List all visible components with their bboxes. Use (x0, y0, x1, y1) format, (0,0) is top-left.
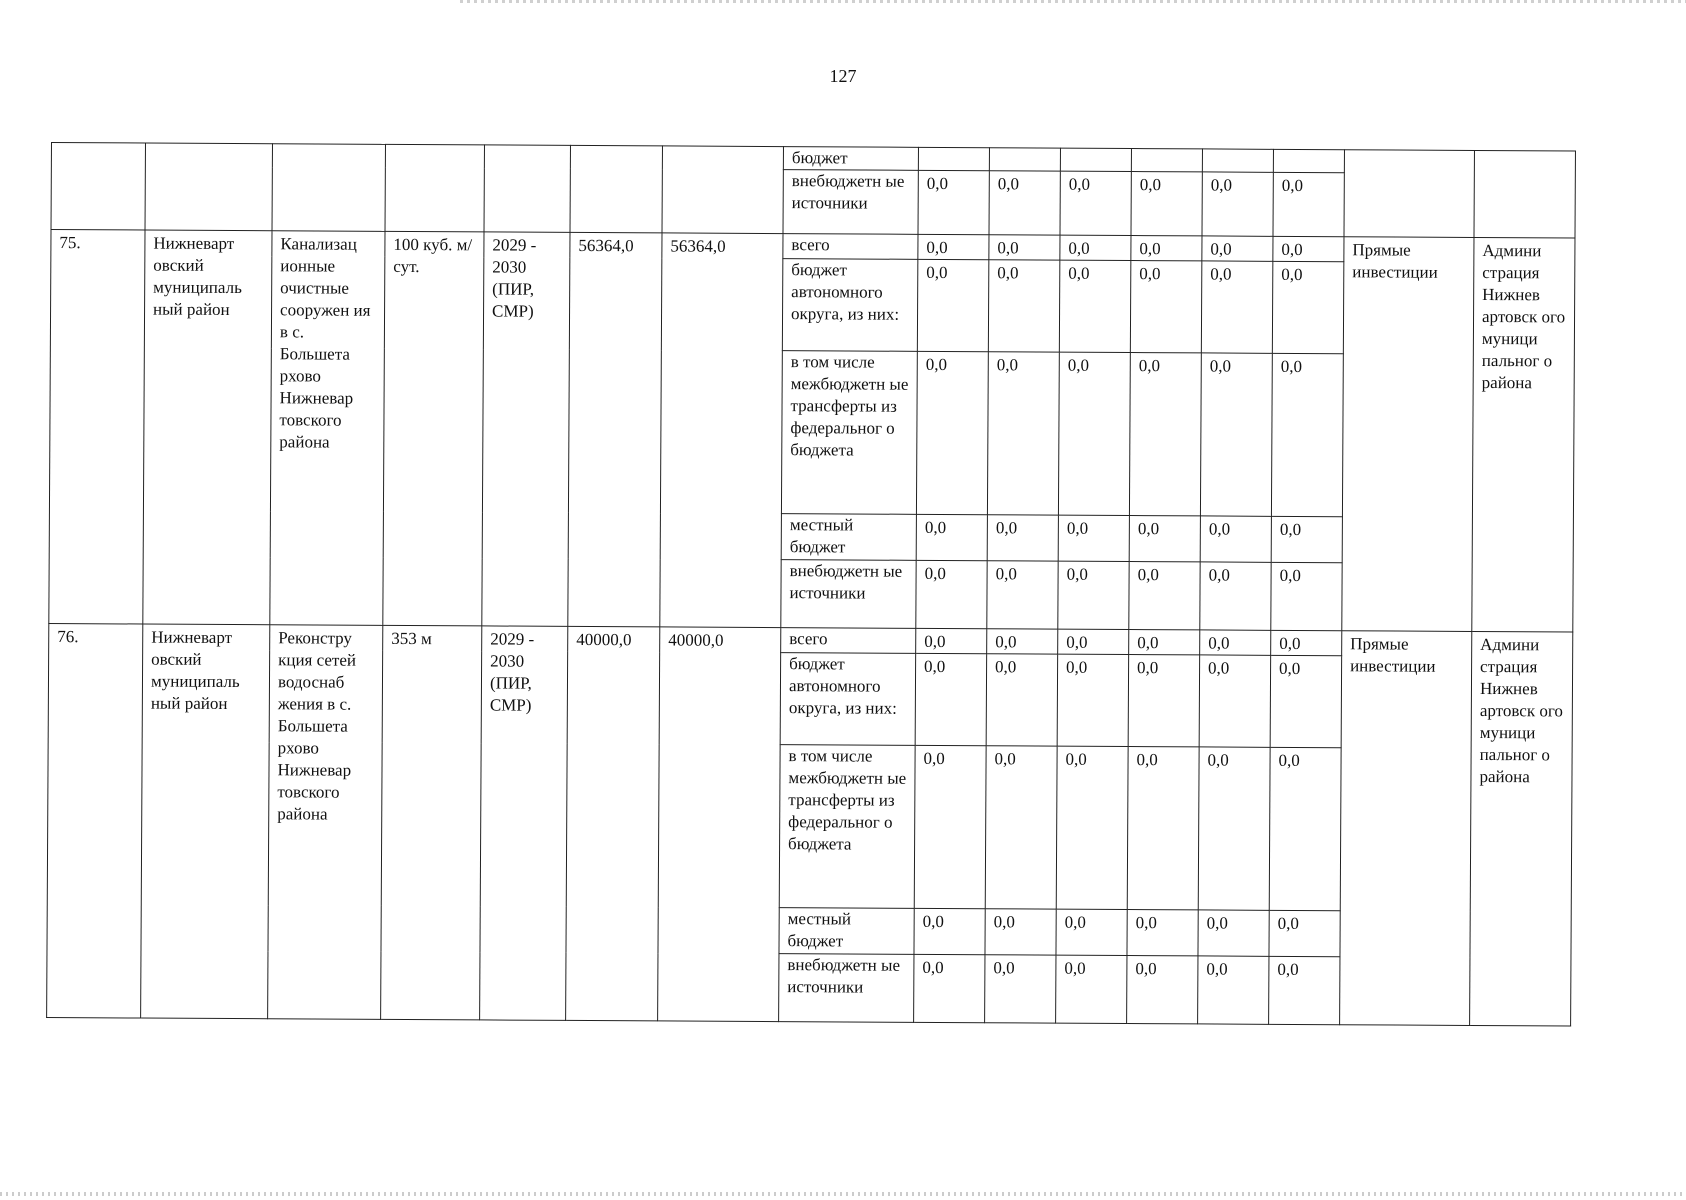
funding-source: бюджет (783, 147, 918, 171)
investment-form-cell: Прямые инвестиции (1342, 237, 1474, 632)
district-cell: Нижневарт овский муниципаль ный район (141, 624, 270, 1019)
value-cell: 0,0 (915, 653, 987, 745)
value-cell: 0,0 (914, 954, 985, 1022)
responsible-cell: Админи страция Нижнев артовск ого муници пальног о района (1472, 237, 1575, 632)
value-cell: 0,0 (1130, 261, 1202, 353)
value-cell: 0,0 (1057, 654, 1129, 746)
value-cell: 0,0 (985, 955, 1056, 1023)
value-cell: 0,0 (988, 260, 1060, 352)
value-cell: 0,0 (1271, 516, 1342, 562)
value-cell: 0,0 (989, 171, 1060, 235)
value-cell: 0,0 (1129, 630, 1200, 655)
value-cell: 0,0 (916, 628, 987, 653)
value-cell: 0,0 (1059, 260, 1131, 352)
value-cell: 0,0 (1127, 910, 1198, 956)
value-cell: 0,0 (1269, 910, 1340, 956)
value-cell: 0,0 (986, 654, 1058, 746)
funding-source: в том числе межбюджетн ые трансферты из федеральног о бюджета (781, 351, 917, 515)
value-cell: 0,0 (914, 745, 986, 908)
value-cell: 0,0 (918, 170, 989, 234)
funding-source: внебюджетн ые источники (781, 560, 916, 629)
value-cell: 0,0 (1129, 516, 1200, 562)
value-cell: 0,0 (987, 561, 1058, 629)
balance-cell: 40000,0 (658, 627, 781, 1022)
value-cell: 0,0 (989, 235, 1060, 260)
investment-form-cell: Прямые инвестиции (1340, 631, 1472, 1026)
value-cell: 0,0 (1202, 172, 1273, 236)
value-cell: 0,0 (1129, 353, 1201, 516)
value-cell: 0,0 (1058, 561, 1129, 629)
period-cell: 2029 - 2030 (ПИР, СМР) (482, 232, 570, 626)
value-cell: 0,0 (1200, 630, 1271, 655)
value-cell: 0,0 (1202, 236, 1273, 261)
funding-source: всего (783, 234, 918, 260)
value-cell: 0,0 (1200, 353, 1272, 516)
value-cell: 0,0 (1131, 236, 1202, 261)
balance-cell: 56364,0 (660, 233, 783, 628)
value-cell: 0,0 (1269, 747, 1341, 910)
value-cell: 0,0 (1271, 353, 1343, 516)
investment-table (46, 142, 1576, 1027)
entry-number: 75. (49, 230, 145, 625)
scan-artifact-top (460, 0, 1686, 3)
value-cell: 0,0 (1200, 562, 1271, 630)
value-cell: 0,0 (987, 629, 1058, 654)
value-cell: 0,0 (987, 515, 1058, 561)
cost-cell: 40000,0 (566, 626, 660, 1021)
funding-source: бюджет автономного округа, из них: (782, 259, 918, 352)
value-cell: 0,0 (1198, 910, 1269, 956)
value-cell: 0,0 (1127, 956, 1198, 1024)
value-cell: 0,0 (985, 746, 1057, 909)
value-cell: 0,0 (1200, 516, 1271, 562)
funding-source: в том числе межбюджетн ые трансферты из федеральног о бюджета (779, 745, 915, 909)
page-number: 127 (829, 66, 857, 86)
object-cell: Реконстру кция сетей водоснаб жения в с. Большета рхово Нижневар товского района (268, 625, 383, 1020)
value-cell: 0,0 (1198, 956, 1269, 1024)
value-cell: 0,0 (916, 560, 987, 628)
value-cell: 0,0 (1056, 955, 1127, 1023)
value-cell: 0,0 (1273, 236, 1344, 261)
value-cell: 0,0 (914, 908, 985, 954)
value-cell: 0,0 (1129, 562, 1200, 630)
funding-source: местный бюджет (781, 514, 916, 561)
responsible-cell: Админи страция Нижнев артовск ого муници пальног о района (1470, 631, 1573, 1026)
value-cell: 0,0 (916, 351, 988, 514)
value-cell: 0,0 (1128, 655, 1200, 747)
entry-number: 76. (47, 623, 143, 1018)
value-cell: 0,0 (1060, 171, 1131, 235)
scan-artifact-bottom (0, 1192, 1686, 1196)
value-cell: 0,0 (1127, 747, 1199, 910)
value-cell: 0,0 (1058, 629, 1129, 654)
value-cell: 0,0 (1198, 747, 1270, 910)
value-cell: 0,0 (985, 909, 1056, 955)
funding-source: всего (781, 628, 916, 654)
value-cell: 0,0 (916, 514, 987, 560)
cost-cell: 56364,0 (568, 232, 662, 627)
value-cell: 0,0 (1058, 352, 1130, 515)
value-cell: 0,0 (917, 259, 989, 351)
value-cell: 0,0 (1056, 909, 1127, 955)
funding-source: внебюджетн ые источники (779, 954, 914, 1023)
funding-source: бюджет автономного округа, из них: (780, 653, 916, 746)
district-cell: Нижневарт овский муниципаль ный район (143, 230, 272, 625)
capacity-cell: 100 куб. м/сут. (383, 231, 484, 626)
period-cell: 2029 - 2030 (ПИР, СМР) (480, 626, 568, 1020)
value-cell: 0,0 (1273, 172, 1344, 236)
value-cell: 0,0 (1058, 515, 1129, 561)
value-cell: 0,0 (987, 352, 1059, 515)
funding-source: внебюджетн ые источники (783, 170, 918, 235)
value-cell: 0,0 (1271, 630, 1342, 655)
value-cell: 0,0 (1270, 655, 1342, 747)
object-cell: Канализац ионные очистные сооружен ия в с. Большета рхово Нижневар товского района (270, 231, 385, 626)
value-cell: 0,0 (1199, 655, 1271, 747)
value-cell: 0,0 (918, 234, 989, 259)
value-cell: 0,0 (1271, 562, 1342, 630)
value-cell: 0,0 (1201, 261, 1273, 353)
funding-source: местный бюджет (779, 908, 914, 955)
value-cell: 0,0 (1272, 261, 1344, 353)
value-cell: 0,0 (1131, 172, 1202, 236)
value-cell: 0,0 (1269, 956, 1340, 1024)
capacity-cell: 353 м (381, 625, 482, 1020)
value-cell: 0,0 (1060, 235, 1131, 260)
value-cell: 0,0 (1056, 746, 1128, 909)
